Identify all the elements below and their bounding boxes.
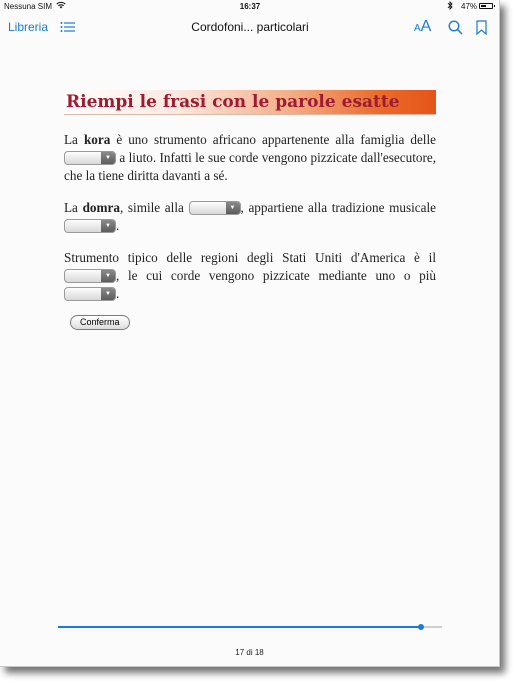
progress-knob[interactable] bbox=[418, 624, 424, 630]
nav-bar bbox=[0, 14, 500, 44]
bluetooth-icon bbox=[447, 1, 453, 10]
search-icon[interactable] bbox=[448, 20, 463, 35]
dropdown-arrow-icon: ▼ bbox=[101, 152, 115, 164]
bookmark-icon[interactable] bbox=[476, 20, 487, 35]
dropdown-arrow-icon: ▼ bbox=[101, 270, 115, 282]
page-number: 17 di 18 bbox=[235, 648, 264, 657]
dropdown-1[interactable] bbox=[64, 151, 116, 165]
dropdown-arrow-icon: ▼ bbox=[101, 220, 115, 232]
exercise-title: Riempi le frasi con le parole esatte bbox=[66, 92, 400, 112]
dropdown-arrow-icon: ▼ bbox=[101, 288, 115, 300]
sentence-1 bbox=[64, 131, 436, 185]
keyword-domra: domra bbox=[82, 200, 120, 215]
text-run: a liuto. Infatti le sue corde vengono pizzicate dall'esecutore, che la tiene diritta davanti a sé. bbox=[64, 150, 436, 183]
text-run: La bbox=[64, 200, 83, 215]
text-run: . bbox=[116, 286, 120, 301]
library-button[interactable]: Libreria bbox=[8, 20, 49, 34]
font-size-small-glyph: A bbox=[414, 23, 421, 34]
exercise-banner bbox=[64, 90, 436, 115]
battery-icon bbox=[479, 3, 493, 9]
battery-percent: 47% bbox=[461, 2, 478, 11]
font-size-big-glyph: A bbox=[420, 18, 432, 35]
sentence-3 bbox=[64, 249, 436, 303]
dropdown-arrow-icon: ▼ bbox=[226, 202, 240, 214]
keyword-kora: kora bbox=[83, 132, 111, 147]
status-bar bbox=[0, 0, 500, 14]
text-run: Strumento tipico delle regioni degli Stati Uniti d'America è il bbox=[64, 250, 436, 265]
reading-progress-bar[interactable] bbox=[58, 626, 442, 628]
progress-fill bbox=[58, 626, 421, 628]
clock: 16:37 bbox=[239, 2, 261, 11]
carrier-label: Nessuna SIM bbox=[4, 2, 53, 11]
text-run: . bbox=[116, 218, 120, 233]
text-run: , simile alla bbox=[119, 200, 189, 215]
book-title: Cordofoni... particolari bbox=[191, 20, 309, 34]
text-run: , le cui corde vengono pizzicate mediante uno o più bbox=[116, 268, 436, 283]
dropdown-2[interactable] bbox=[189, 201, 241, 215]
confirm-button[interactable]: Conferma bbox=[70, 315, 130, 330]
dropdown-5[interactable] bbox=[64, 287, 116, 301]
font-size-icon[interactable] bbox=[414, 18, 431, 36]
text-run: La bbox=[64, 132, 84, 147]
text-run: , appartiene alla tradizione musicale bbox=[240, 200, 436, 215]
dropdown-4[interactable] bbox=[64, 269, 116, 283]
sentence-2 bbox=[64, 199, 436, 235]
page-content bbox=[64, 90, 436, 330]
dropdown-3[interactable] bbox=[64, 219, 116, 233]
text-run: è uno strumento africano appartenente alla famiglia delle bbox=[110, 132, 436, 147]
battery-fill bbox=[481, 5, 486, 7]
